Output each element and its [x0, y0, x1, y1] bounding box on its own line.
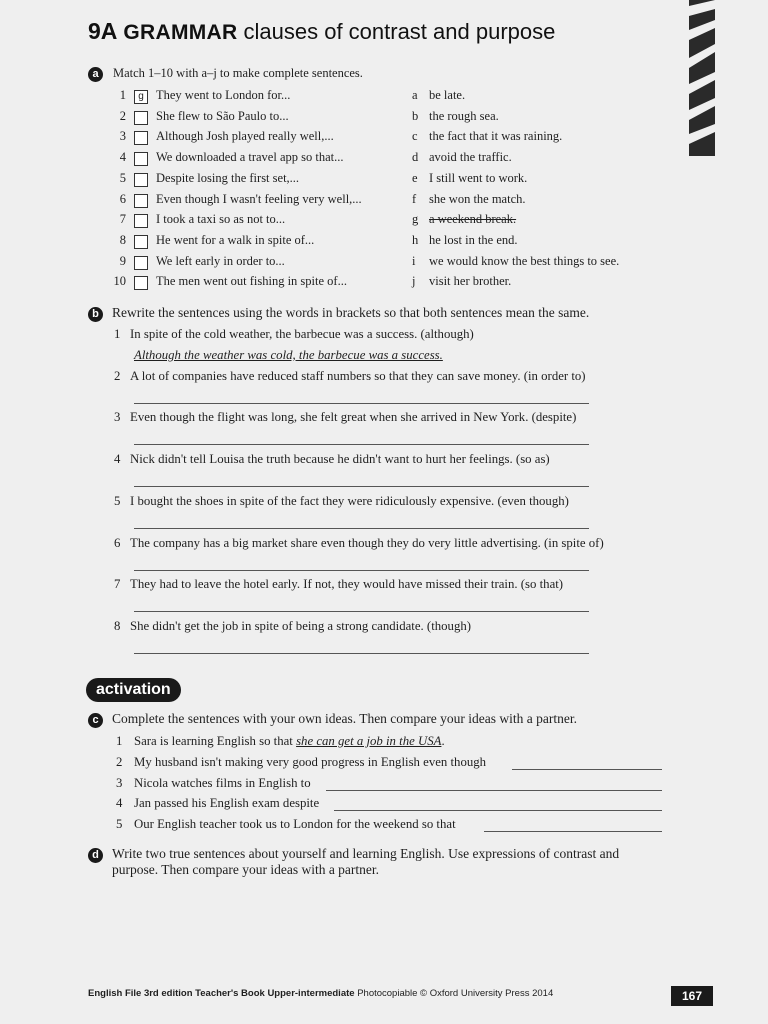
item-number: 6	[119, 191, 126, 206]
answer-line[interactable]	[326, 790, 662, 791]
unit-code: 9A	[88, 18, 118, 44]
item-number: 9	[119, 253, 126, 268]
ending-letter: d	[412, 150, 419, 165]
item-number: 7	[119, 212, 126, 227]
sentence-start: The men went out fishing in spite of...	[156, 274, 347, 289]
item-number: 4	[119, 150, 126, 165]
ending-letter: a	[412, 88, 418, 102]
question-number: 1	[116, 734, 123, 748]
rewrite-question	[114, 494, 569, 509]
sentence-ending: the fact that it was raining.	[429, 129, 563, 144]
rewrite-question	[114, 369, 586, 384]
complete-question	[116, 734, 445, 749]
footer-copyright: Photocopiable © Oxford University Press 2014	[354, 988, 554, 999]
complete-question	[116, 776, 311, 791]
ending-letter: f	[412, 191, 417, 206]
footer-book-title: English File 3rd edition Teacher's Book Upper-intermediate	[88, 988, 355, 999]
ending-letter: g	[412, 212, 419, 227]
exercise-c-badge: c	[88, 713, 103, 728]
topic-title: clauses of contrast and purpose	[243, 19, 556, 44]
question-text: Jan passed his English exam despite	[134, 796, 320, 811]
section-label: GRAMMAR	[123, 21, 238, 44]
question-text: The company has a big market share even though they do very little advertising. (in spite of)	[130, 535, 604, 550]
sentence-start: Even though I wasn't feeling very well,...	[156, 191, 362, 206]
question-text: A lot of companies have reduced staff numbers so that they can save money. (in order to)	[130, 368, 586, 383]
sentence-start: I took a taxi so as not to...	[156, 212, 286, 227]
exercise-a-instruction: Match 1–10 with a–j to make complete sentences.	[113, 66, 363, 80]
answer-box[interactable]: g	[134, 90, 148, 104]
question-text: She didn't get the job in spite of being a strong candidate. (though)	[130, 618, 471, 633]
sentence-start: We left early in order to...	[156, 253, 285, 268]
answer-box[interactable]	[134, 256, 148, 270]
question-number: 2	[114, 368, 121, 383]
complete-question	[116, 796, 319, 811]
page-number: 167	[671, 986, 713, 1006]
exercise-d-instruction-line2: purpose. Then compare your ideas with a partner.	[112, 862, 380, 877]
question-number: 1	[114, 327, 121, 341]
exercise-d-badge: d	[88, 848, 103, 863]
ending-letter: j	[412, 274, 416, 289]
question-number: 3	[114, 410, 121, 425]
ending-letter: c	[412, 129, 418, 144]
answer-line[interactable]	[134, 486, 589, 487]
question-text: Even though the flight was long, she felt great when she arrived in New York. (despite)	[130, 410, 577, 425]
example-answer: she can get a job in the USA	[296, 734, 442, 748]
ending-letter: h	[412, 232, 419, 247]
item-number: 10	[113, 274, 126, 289]
sentence-ending: be late.	[429, 88, 466, 102]
item-number: 5	[119, 170, 126, 185]
answer-box[interactable]	[134, 276, 148, 290]
question-number: 5	[116, 817, 123, 832]
sentence-ending: visit her brother.	[429, 274, 512, 289]
item-number: 1	[119, 88, 126, 102]
question-number: 2	[116, 754, 123, 769]
sentence-start: We downloaded a travel app so that...	[156, 150, 344, 165]
question-number: 7	[114, 577, 121, 592]
decorative-stripes	[689, 0, 715, 156]
ending-letter: e	[412, 170, 418, 185]
answer-line[interactable]	[134, 444, 589, 445]
question-number: 8	[114, 618, 121, 633]
answer-line[interactable]	[134, 403, 589, 404]
answer-line[interactable]	[134, 611, 589, 612]
sentence-ending: I still went to work.	[429, 170, 528, 185]
sentence-ending: avoid the traffic.	[429, 150, 512, 165]
answer-line[interactable]	[134, 570, 589, 571]
answer-line[interactable]	[512, 769, 662, 770]
answer-line[interactable]	[484, 831, 662, 832]
activation-label: activation	[86, 678, 181, 702]
sentence-start: Although Josh played really well,...	[156, 129, 334, 144]
answer-box[interactable]	[134, 194, 148, 208]
question-text: Sara is learning English so that	[134, 734, 297, 748]
rewrite-question	[114, 410, 576, 425]
answer-box[interactable]	[134, 111, 148, 125]
rewrite-question	[114, 536, 604, 551]
sentence-ending: we would know the best things to see.	[429, 253, 620, 268]
answer-box[interactable]	[134, 152, 148, 166]
item-number: 3	[119, 129, 126, 144]
sentence-ending: the rough sea.	[429, 108, 499, 123]
ending-letter: i	[412, 253, 416, 268]
item-number: 8	[119, 232, 126, 247]
question-number: 6	[114, 535, 121, 550]
answer-line[interactable]	[334, 810, 662, 811]
question-number: 3	[116, 775, 123, 790]
question-text: In spite of the cold weather, the barbecue was a success. (although)	[130, 327, 474, 341]
complete-question	[116, 755, 486, 770]
exercise-c-instruction: Complete the sentences with your own ideas. Then compare your ideas with a partner.	[112, 711, 577, 726]
rewrite-question	[114, 327, 474, 342]
page-title	[88, 18, 555, 45]
answer-line[interactable]	[134, 528, 589, 529]
rewrite-question	[114, 619, 471, 634]
sentence-end: .	[441, 734, 445, 748]
exercise-d-instruction-line1: Write two true sentences about yourself and learning English. Use expressions of contrast and	[112, 846, 620, 861]
question-number: 4	[114, 452, 121, 467]
exercise-b-instruction: Rewrite the sentences using the words in brackets so that both sentences mean the same.	[112, 305, 590, 320]
sentence-start: They went to London for...	[156, 88, 291, 102]
question-number: 4	[116, 796, 123, 811]
sentence-start: Despite losing the first set,...	[156, 170, 300, 185]
question-text: Our English teacher took us to London for the weekend so that	[134, 817, 456, 832]
exercise-a-badge: a	[88, 67, 103, 82]
sentence-ending: a weekend break.	[429, 212, 517, 227]
footer	[88, 988, 553, 999]
sentence-ending: she won the match.	[429, 191, 526, 206]
answer-box[interactable]	[134, 131, 148, 145]
ending-letter: b	[412, 108, 419, 123]
exercise-b-badge: b	[88, 307, 103, 322]
example-answer: Although the weather was cold, the barbecue was a success.	[134, 348, 443, 362]
sentence-ending: he lost in the end.	[429, 232, 518, 247]
question-text: Nicola watches films in English to	[134, 775, 311, 790]
complete-question	[116, 817, 456, 832]
question-text: They had to leave the hotel early. If not, they would have missed their train. (so that)	[130, 577, 564, 592]
item-number: 2	[119, 108, 126, 123]
question-text: My husband isn't making very good progress in English even though	[134, 754, 487, 769]
answer-box[interactable]	[134, 173, 148, 187]
answer-box[interactable]	[134, 235, 148, 249]
sentence-start: She flew to São Paulo to...	[156, 108, 289, 123]
rewrite-question	[114, 577, 563, 592]
question-number: 5	[114, 493, 121, 508]
answer-line[interactable]	[134, 653, 589, 654]
answer-box[interactable]	[134, 214, 148, 228]
rewrite-question	[114, 452, 550, 467]
sentence-start: He went for a walk in spite of...	[156, 232, 315, 247]
question-text: Nick didn't tell Louisa the truth because he didn't want to hurt her feelings. (so as)	[130, 452, 550, 467]
question-text: I bought the shoes in spite of the fact they were ridiculously expensive. (even though)	[130, 493, 569, 508]
